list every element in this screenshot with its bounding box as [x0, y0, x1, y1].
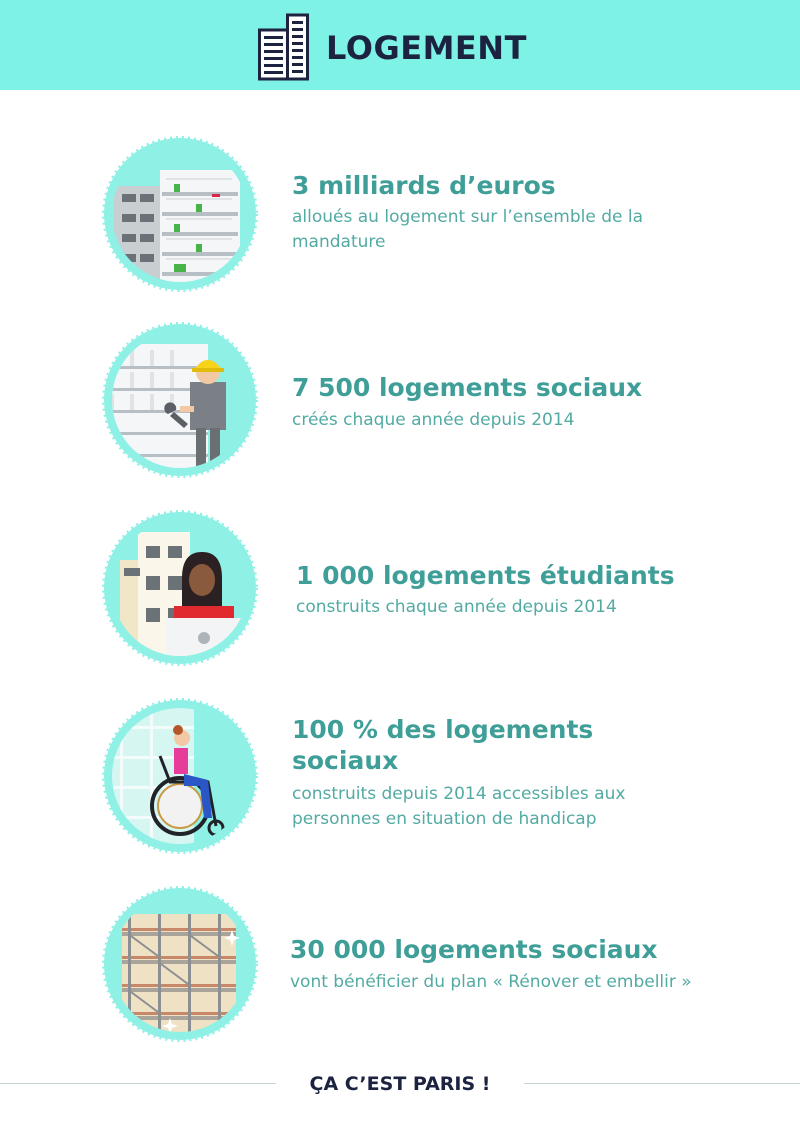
stat-title: 7 500 logements sociaux: [292, 373, 643, 402]
stat-title: 30 000 logements sociaux: [290, 935, 658, 964]
stat-description-line: alloués au logement sur l’ensemble de la: [292, 207, 644, 227]
wheelchair-user-illustration: [100, 696, 260, 856]
apartment-balconies-illustration: [100, 134, 260, 294]
stat-title-continued: sociaux: [292, 746, 399, 775]
apartment-building-icon: [258, 13, 310, 81]
stat-description-line: créés chaque année depuis 2014: [292, 410, 575, 430]
stat-description-line: construits depuis 2014 accessibles aux: [292, 784, 626, 804]
stat-title: 3 milliards d’euros: [292, 171, 556, 200]
stat-item-accessible-housing: [0, 696, 800, 856]
student-laptop-illustration: [100, 508, 260, 668]
stat-item-budget: [0, 134, 800, 294]
construction-worker-illustration: [100, 320, 260, 480]
stat-description-line: personnes en situation de handicap: [292, 809, 597, 829]
stat-description-line: construits chaque année depuis 2014: [296, 597, 617, 617]
scaffolding-renovation-illustration: [100, 884, 260, 1044]
stat-description-line: vont bénéficier du plan « Rénover et embellir »: [290, 972, 692, 992]
stat-item-social-housing: [0, 320, 800, 480]
stat-title: 100 % des logements: [292, 715, 594, 744]
page-title: LOGEMENT: [326, 29, 527, 67]
stat-description-line: mandature: [292, 232, 386, 252]
header-banner: [0, 0, 800, 90]
stat-title: 1 000 logements étudiants: [296, 561, 675, 590]
stat-item-student-housing: [0, 508, 800, 668]
stat-item-renovation: [0, 884, 800, 1044]
footer-slogan: ÇA C’EST PARIS !: [309, 1073, 491, 1095]
